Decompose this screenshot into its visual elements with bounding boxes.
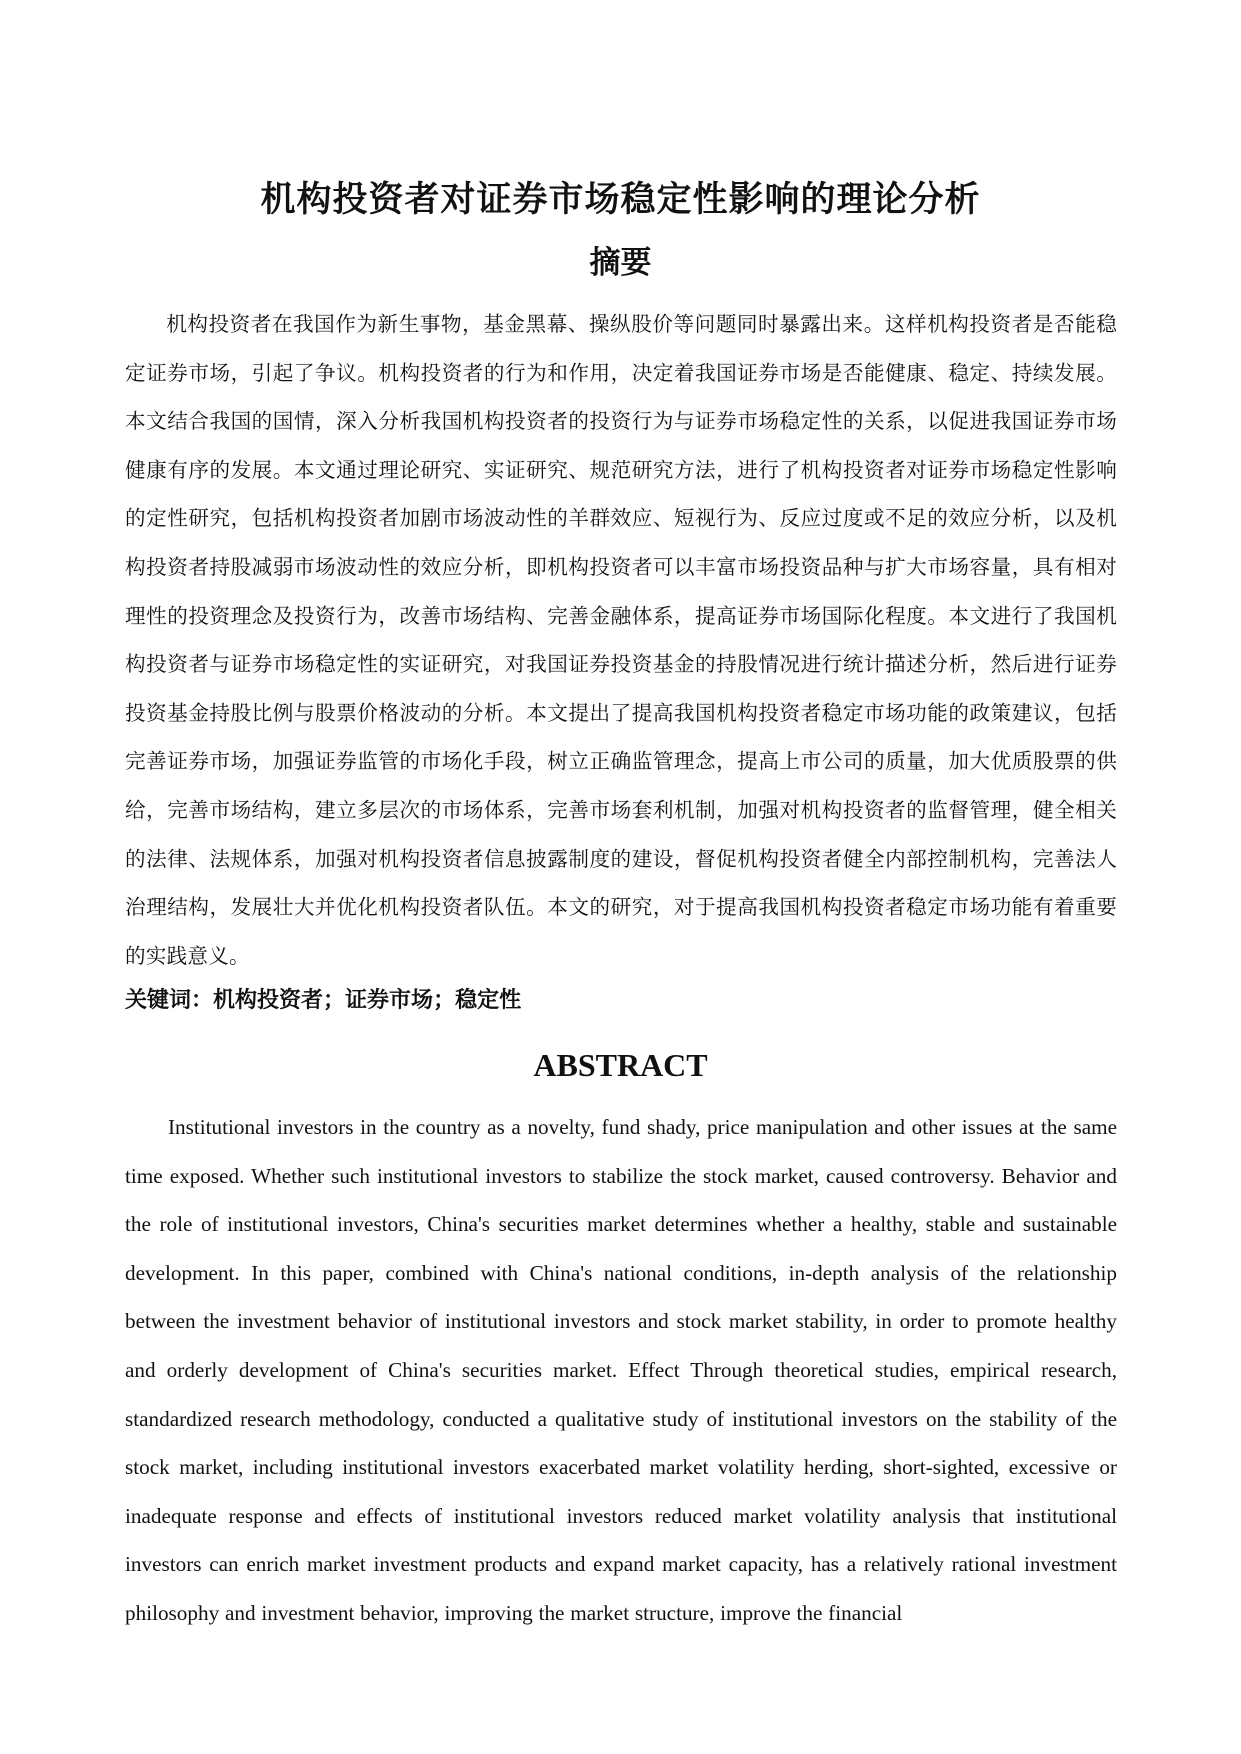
keyword-separator: ； <box>323 988 346 1013</box>
chinese-abstract-heading: 摘要 <box>589 245 652 281</box>
english-abstract-body: Institutional investors in the country as a novelty, fund shady, price manipulation and other issues at the same time exposed. Whether such institutional investors to stabilize the stock market, caused controversy. Behavior and the role of institutional investors, China's securities market determines whether a healthy, stable and sustainable development. In this paper, combined with China's national conditions, in-depth analysis of the relationship between the investment behavior of institutional investors and stock market stability, in order to promote healthy and orderly development of China's securities market. Effect Through theoretical studies, empirical research, standardized research methodology, conducted a qualitative study of institutional investors on the stability of the stock market, including institutional investors exacerbated market volatility herding, short-sighted, excessive or inadequate response and effects of institutional investors reduced market volatility analysis that institutional investors can enrich market investment products and expand market capacity, has a relatively rational investment philosophy and investment behavior, improving the market structure, improve the financial <box>125 1115 1117 1625</box>
keyword-separator: ； <box>433 988 456 1013</box>
chinese-abstract-body: 机构投资者在我国作为新生事物，基金黑幕、操纵股价等问题同时暴露出来。这样机构投资者是否能稳定证券市场，引起了争议。机构投资者的行为和作用，决定着我国证券市场是否能健康、稳定、持续发展。本文结合我国的国情，深入分析我国机构投资者的投资行为与证券市场稳定性的关系，以促进我国证券市场健康有序的发展。本文通过理论研究、实证研究、规范研究方法，进行了机构投资者对证券市场稳定性影响的定性研究，包括机构投资者加剧市场波动性的羊群效应、短视行为、反应过度或不足的效应分析，以及机构投资者持股减弱市场波动性的效应分析，即机构投资者可以丰富市场投资品种与扩大市场容量，具有相对理性的投资理念及投资行为，改善市场结构、完善金融体系，提高证券市场国际化程度。本文进行了我国机构投资者与证券市场稳定性的实证研究，对我国证券投资基金的持股情况进行统计描述分析，然后进行证券投资基金持股比例与股票价格波动的分析。本文提出了提高我国机构投资者稳定市场功能的政策建议，包括完善证券市场，加强证券监管的市场化手段，树立正确监管理念，提高上市公司的质量，加大优质股票的供给，完善市场结构，建立多层次的市场体系，完善市场套利机制，加强对机构投资者的监督管理，健全相关的法律、法规体系，加强对机构投资者信息披露制度的建设，督促机构投资者健全内部控制机构，完善法人治理结构，发展壮大并优化机构投资者队伍。本文的研究，对于提高我国机构投资者稳定市场功能有着重要的实践意义。 <box>125 312 1117 968</box>
keyword-item: 证券市场 <box>345 988 434 1013</box>
keyword-item: 稳定性 <box>455 988 522 1013</box>
paper-title: 机构投资者对证券市场稳定性影响的理论分析 <box>260 180 981 220</box>
english-abstract-heading: ABSTRACT <box>533 1047 708 1083</box>
keyword-item: 机构投资者 <box>213 988 324 1013</box>
keywords-label: 关键词： <box>125 988 214 1013</box>
keywords-line <box>125 984 1117 1018</box>
